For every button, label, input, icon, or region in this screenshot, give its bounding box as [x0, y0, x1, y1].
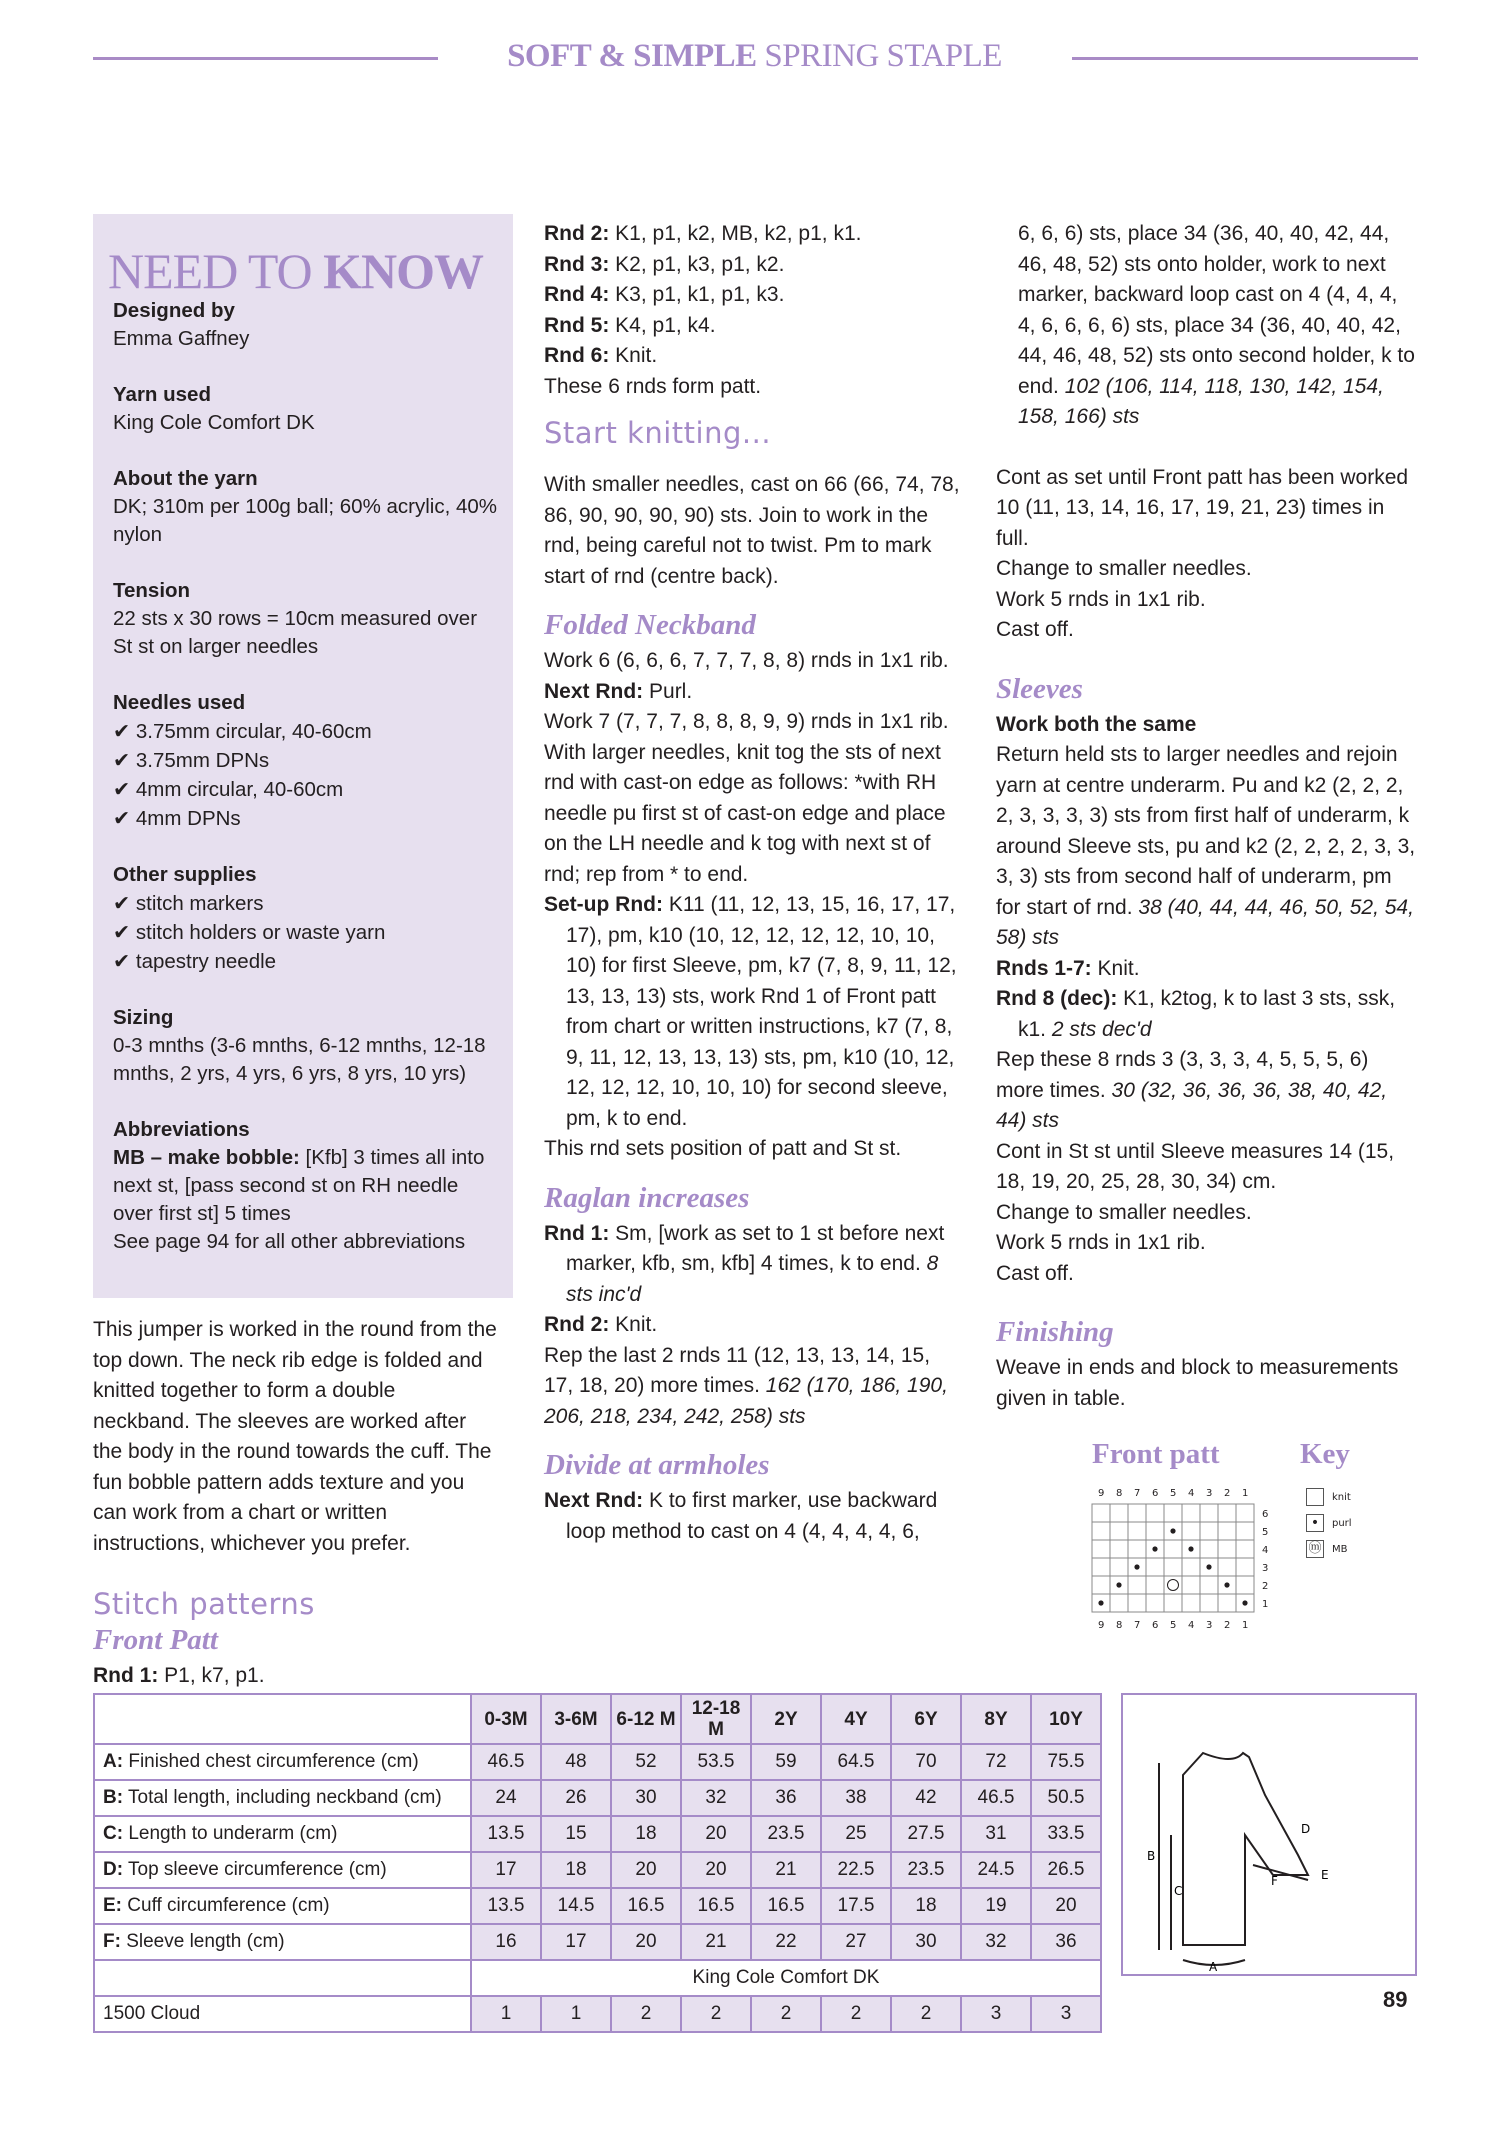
chart-cell	[1218, 1594, 1236, 1612]
chart-cell	[1146, 1576, 1164, 1594]
cast-on-instructions: With smaller needles, cast on 66 (66, 74, 78, 86, 90, 90, 90, 90) sts. Join to work in the rnd, being careful not to twist. Pm to mark start of rnd (centre back).	[544, 473, 960, 588]
chart-cell	[1092, 1504, 1110, 1522]
rnd-4: Rnd 4: K3, p1, k1, p1, k3.	[544, 283, 785, 306]
form-patt: These 6 rnds form patt.	[544, 374, 762, 398]
chart-cell	[1236, 1522, 1254, 1540]
purl-stitch	[1206, 1564, 1211, 1569]
sleeve-length: Cont in St st until Sleeve measures 14 (15, 18, 19, 20, 25, 28, 30, 34) cm.	[996, 1139, 1395, 1193]
table-cell: 13.5	[471, 1816, 541, 1852]
table-cell: 17	[541, 1924, 611, 1960]
needle-item: ✔ 3.75mm circular, 40-60cm	[113, 719, 372, 743]
sets-position: This rnd sets position of patt and St st.	[544, 1137, 902, 1160]
table-cell: 23.5	[891, 1852, 961, 1888]
designer: Emma Gaffney	[113, 327, 250, 350]
table-row	[94, 1852, 1101, 1888]
rnd-3: Rnd 3: K2, p1, k3, p1, k2.	[544, 252, 785, 276]
chart-col-label: 9	[1098, 1620, 1105, 1631]
size-header: 6-12 M	[611, 1694, 681, 1744]
table-cell: 25	[821, 1816, 891, 1852]
chart-cell	[1110, 1594, 1128, 1612]
rib-rnds: Work 5 rnds in 1x1 rib.	[996, 587, 1206, 611]
cast-off: Cast off.	[996, 618, 1074, 641]
rnd-6: Rnd 6: Knit.	[544, 344, 658, 367]
continue-front: Cont as set until Front patt has been worked 10 (11, 13, 14, 16, 17, 19, 21, 23) times in full.	[996, 465, 1409, 550]
chart-col-label: 2	[1224, 1488, 1231, 1499]
table-cell: 2	[891, 1996, 961, 2032]
chart-cell	[1218, 1558, 1236, 1576]
chart-cell	[1236, 1558, 1254, 1576]
size-header: 3-6M	[541, 1694, 611, 1744]
table-row	[94, 1888, 1101, 1924]
table-cell: 27.5	[891, 1816, 961, 1852]
table-cell: 33.5	[1031, 1816, 1101, 1852]
tension-heading: Tension	[113, 579, 191, 602]
yarn-heading: Yarn used	[113, 383, 211, 406]
table-cell: 24.5	[961, 1852, 1031, 1888]
sleeve-repeat: Rep these 8 rnds 3 (3, 3, 3, 4, 5, 5, 5, 6) more times. 30 (32, 36, 36, 36, 38, 40, 42, 44) sts	[996, 1048, 1388, 1132]
rnd-2: Rnd 2: K1, p1, k2, MB, k2, p1, k1.	[544, 222, 862, 245]
key-item-knit: knit	[1306, 1488, 1352, 1506]
yarn-row	[94, 1960, 1101, 1996]
chart-col-label: 6	[1152, 1488, 1159, 1499]
sleeve-pickup: Return held sts to larger needles and rejoin yarn at centre underarm. Pu and k2 (2, 2, 2, 2, 3, 3, 3, 3) sts from first half of underarm, k around Sleeve sts, pu and k2 (2, 2, 2, 2, 3, 3, 3, 3) sts from second half of underarm, pm for start of rnd. 38 (40, 44, 44, 46, 50, 52, 54, 58) sts	[996, 743, 1416, 949]
table-cell: 20	[681, 1852, 751, 1888]
chart-cell	[1092, 1540, 1110, 1558]
table-cell: 3	[1031, 1996, 1101, 2032]
chart-cell	[1092, 1522, 1110, 1540]
table-cell: 23.5	[751, 1816, 821, 1852]
chart-cell	[1110, 1540, 1128, 1558]
table-cell: 17.5	[821, 1888, 891, 1924]
key-title: Key	[1300, 1438, 1350, 1470]
chart-cell	[1236, 1540, 1254, 1558]
table-cell: 26	[541, 1780, 611, 1816]
sleeve-change-needles: Change to smaller needles.	[996, 1200, 1252, 1224]
table-cell: 3	[961, 1996, 1031, 2032]
table-cell: 32	[681, 1780, 751, 1816]
chart-cell	[1164, 1594, 1182, 1612]
finishing-text: Weave in ends and block to measurements given in table.	[996, 1356, 1399, 1410]
supply-item: ✔ tapestry needle	[113, 949, 277, 973]
chart-cell	[1128, 1594, 1146, 1612]
column-3-text	[996, 219, 1416, 1414]
table-cell: 22	[751, 1924, 821, 1960]
yarn-name: King Cole Comfort DK	[471, 1960, 1101, 1996]
size-header: 2Y	[751, 1694, 821, 1744]
bobble-stitch	[1168, 1580, 1179, 1591]
divide-heading: Divide at armholes	[544, 1449, 770, 1481]
table-cell: 64.5	[821, 1744, 891, 1780]
chart-col-label: 1	[1242, 1620, 1249, 1631]
chart-col-label: 7	[1134, 1488, 1141, 1499]
size-header: 0-3M	[471, 1694, 541, 1744]
chart-cell	[1236, 1576, 1254, 1594]
table-cell: 20	[611, 1924, 681, 1960]
chart-cell	[1182, 1594, 1200, 1612]
start-knitting-heading: Start knitting...	[544, 416, 772, 450]
supplies-heading: Other supplies	[113, 863, 257, 886]
colour-label: 1500 Cloud	[94, 1996, 471, 2032]
row-label: D: Top sleeve circumference (cm)	[94, 1852, 471, 1888]
table-cell: 2	[611, 1996, 681, 2032]
table-cell: 42	[891, 1780, 961, 1816]
table-cell: 21	[751, 1852, 821, 1888]
table-cell: 18	[891, 1888, 961, 1924]
raglan-heading: Raglan increases	[544, 1181, 750, 1214]
row-label: A: Finished chest circumference (cm)	[94, 1744, 471, 1780]
column-1-text	[93, 1315, 498, 1692]
chart-cell	[1182, 1504, 1200, 1522]
chart-col-label: 5	[1170, 1488, 1177, 1499]
table-cell: 16	[471, 1924, 541, 1960]
chart-cell	[1128, 1504, 1146, 1522]
chart-col-label: 7	[1134, 1620, 1141, 1631]
table-header-row	[94, 1694, 1101, 1744]
table-cell: 24	[471, 1780, 541, 1816]
chart-col-label: 3	[1206, 1620, 1213, 1631]
setup-rnd: Set-up Rnd: K11 (11, 12, 13, 15, 16, 17, 17, 17), pm, k10 (10, 12, 12, 12, 12, 10, 10, 10) for first Sleeve, pm, k7 (7, 8, 9, 11, 12, 13, 13, 13) sts, work Rnd 1 of Front patt from chart or written instructions, k7 (7, 8, 9, 11, 12, 13, 13, 13) sts, pm, k10 (10, 12, 12, 12, 12, 10, 10, 10) for second sleeve, pm, k to end.	[544, 893, 957, 1130]
chart-col-label: 8	[1116, 1620, 1123, 1631]
chart-row-label: 4	[1262, 1545, 1269, 1556]
divide-continued: 6, 6, 6) sts, place 34 (36, 40, 40, 42, 44, 46, 48, 52) sts onto holder, work to next marker, backward loop cast on 4 (4, 4, 4, 4, 6, 6, 6, 6) sts, place 34 (36, 40, 40, 42, 44, 46, 48, 52) sts onto second holder, k to end. 102 (106, 114, 118, 130, 142, 154, 158, 166) sts	[1018, 222, 1415, 428]
chart-col-label: 8	[1116, 1488, 1123, 1499]
about-yarn: DK; 310m per 100g ball; 60% acrylic, 40% nylon	[113, 495, 498, 546]
purl-stitch	[1098, 1600, 1103, 1605]
need-to-know-box	[93, 214, 513, 1298]
chart-cell	[1218, 1504, 1236, 1522]
table-cell: 20	[681, 1816, 751, 1852]
sleeve-cast-off: Cast off.	[996, 1261, 1074, 1285]
label-a: A	[1209, 1960, 1218, 1974]
table-row	[94, 1924, 1101, 1960]
table-cell: 59	[751, 1744, 821, 1780]
table-cell: 70	[891, 1744, 961, 1780]
row-label: B: Total length, including neckband (cm)	[94, 1780, 471, 1816]
table-cell: 75.5	[1031, 1744, 1101, 1780]
table-cell: 50.5	[1031, 1780, 1101, 1816]
sleeve-rnd-8: Rnd 8 (dec): K1, k2tog, k to last 3 sts, ssk, k1. 2 sts dec'd	[996, 987, 1396, 1041]
row-label: F: Sleeve length (cm)	[94, 1924, 471, 1960]
chart-cell	[1218, 1522, 1236, 1540]
table-cell: 14.5	[541, 1888, 611, 1924]
chart-cell	[1092, 1558, 1110, 1576]
chart-col-label: 5	[1170, 1620, 1177, 1631]
label-f: F	[1271, 1874, 1278, 1888]
table-cell: 13.5	[471, 1888, 541, 1924]
chart-row-label: 5	[1262, 1527, 1269, 1538]
next-rnd: Next Rnd: Purl.	[544, 679, 693, 703]
table-cell: 72	[961, 1744, 1031, 1780]
chart-cell	[1164, 1504, 1182, 1522]
size-header: 8Y	[961, 1694, 1031, 1744]
page-header: SOFT & SIMPLE SPRING STAPLE	[507, 38, 1002, 74]
chart-col-label: 9	[1098, 1488, 1105, 1499]
chart-cell	[1146, 1522, 1164, 1540]
table-row	[94, 1780, 1101, 1816]
table-cell: 1	[471, 1996, 541, 2032]
table-cell: 21	[681, 1924, 751, 1960]
needle-item: ✔ 3.75mm DPNs	[113, 748, 270, 772]
sizing: 0-3 mnths (3-6 mnths, 6-12 mnths, 12-18 mnths, 2 yrs, 4 yrs, 6 yrs, 8 yrs, 10 yrs)	[113, 1034, 486, 1085]
size-header: 12-18 M	[681, 1694, 751, 1744]
neckband-3: With larger needles, knit tog the sts of next rnd with cast-on edge as follows: *with RH needle pu first st of cast-on edge and place on the LH needle and k tog with next st of rnd; rep from * to end.	[544, 740, 946, 886]
folded-neckband-heading: Folded Neckband	[544, 609, 756, 641]
sizing-heading: Sizing	[113, 1006, 174, 1029]
chart-cell	[1200, 1504, 1218, 1522]
rnd-5: Rnd 5: K4, p1, k4.	[544, 313, 716, 337]
intro-paragraph: This jumper is worked in the round from the top down. The neck rib edge is folded and knitted together to form a double neckband. The sleeves are worked after the body in the round towards the cuff. The fun bobble pattern adds texture and you can work from a chart or written instructions, whichever you prefer.	[93, 1318, 497, 1555]
size-header: 10Y	[1031, 1694, 1101, 1744]
purl-stitch	[1152, 1546, 1157, 1551]
chart-col-label: 3	[1206, 1488, 1213, 1499]
page-number: 89	[1383, 1987, 1408, 2012]
table-cell: 15	[541, 1816, 611, 1852]
table-cell: 53.5	[681, 1744, 751, 1780]
colour-row	[94, 1996, 1101, 2032]
table-cell: 1	[541, 1996, 611, 2032]
change-needles: Change to smaller needles.	[996, 557, 1252, 580]
label-e: E	[1321, 1868, 1329, 1882]
needle-item: ✔ 4mm circular, 40-60cm	[113, 777, 344, 801]
row-label: C: Length to underarm (cm)	[94, 1816, 471, 1852]
table-cell: 46.5	[961, 1780, 1031, 1816]
sleeve-rib: Work 5 rnds in 1x1 rib.	[996, 1231, 1206, 1254]
table-cell: 18	[611, 1816, 681, 1852]
table-cell: 19	[961, 1888, 1031, 1924]
table-cell: 30	[611, 1780, 681, 1816]
table-cell: 46.5	[471, 1744, 541, 1780]
divide-next-rnd: Next Rnd: K to first marker, use backward loop method to cast on 4 (4, 4, 4, 4, 6,	[544, 1489, 938, 1543]
needles-heading: Needles used	[113, 691, 246, 714]
purl-stitch	[1242, 1600, 1247, 1605]
abbreviation-see: See page 94 for all other abbreviations	[113, 1230, 466, 1253]
raglan-rnd-1: Rnd 1: Sm, [work as set to 1 st before next marker, kfb, sm, kfb] 4 times, k to end. 8 sts inc'd	[544, 1221, 945, 1306]
table-cell: 16.5	[681, 1888, 751, 1924]
table-row	[94, 1816, 1101, 1852]
label-b: B	[1147, 1849, 1156, 1863]
table-cell: 36	[1031, 1924, 1101, 1960]
needle-item: ✔ 4mm DPNs	[113, 806, 241, 830]
neckband-2: Work 7 (7, 7, 7, 8, 8, 8, 9, 9) rnds in 1x1 rib.	[544, 710, 949, 733]
table-cell: 2	[821, 1996, 891, 2032]
raglan-repeat: Rep the last 2 rnds 11 (12, 13, 13, 14, 15, 17, 18, 20) more times. 162 (170, 186, 190, 206, 218, 234, 242, 258) sts	[544, 1343, 948, 1428]
chart-row-label: 3	[1262, 1563, 1269, 1574]
table-cell: 52	[611, 1744, 681, 1780]
table-cell: 16.5	[751, 1888, 821, 1924]
chart-key	[1300, 1438, 1352, 1556]
table-cell: 38	[821, 1780, 891, 1816]
table-cell: 20	[1031, 1888, 1101, 1924]
garment-diagram	[1121, 1693, 1417, 1976]
chart-cell	[1146, 1558, 1164, 1576]
raglan-rnd-2: Rnd 2: Knit.	[544, 1313, 658, 1336]
chart-cell	[1110, 1504, 1128, 1522]
table-cell: 20	[611, 1852, 681, 1888]
table-cell: 32	[961, 1924, 1031, 1960]
chart-cell	[1236, 1504, 1254, 1522]
need-to-know-title: NEED TO KNOW	[108, 243, 484, 299]
chart-cell	[1092, 1576, 1110, 1594]
table-cell: 2	[751, 1996, 821, 2032]
abbreviation-mb: MB – make bobble: [Kfb] 3 times all into next st, [pass second st on RH needle over first st] 5 times	[113, 1146, 485, 1225]
chart-row-label: 2	[1262, 1581, 1269, 1592]
finishing-heading: Finishing	[996, 1316, 1114, 1348]
chart-cell	[1182, 1576, 1200, 1594]
chart-cell	[1218, 1540, 1236, 1558]
chart-cell	[1200, 1540, 1218, 1558]
table-cell: 36	[751, 1780, 821, 1816]
chart-cell	[1182, 1558, 1200, 1576]
stitch-patterns-heading: Stitch patterns	[93, 1587, 315, 1621]
chart-cell	[1200, 1576, 1218, 1594]
chart-cell	[1128, 1522, 1146, 1540]
sleeves-heading: Sleeves	[996, 672, 1083, 705]
chart-cell	[1200, 1522, 1218, 1540]
label-c: C	[1174, 1884, 1183, 1898]
chart-cell	[1128, 1540, 1146, 1558]
table-cell: 17	[471, 1852, 541, 1888]
chart-col-label: 1	[1242, 1488, 1249, 1499]
purl-stitch	[1116, 1582, 1121, 1587]
chart-col-label: 6	[1152, 1620, 1159, 1631]
chart-cell	[1164, 1540, 1182, 1558]
purl-stitch	[1134, 1564, 1139, 1569]
chart-col-label: 4	[1188, 1488, 1195, 1499]
designed-by-heading: Designed by	[113, 299, 235, 322]
supply-item: ✔ stitch holders or waste yarn	[113, 920, 386, 944]
measurements-table	[93, 1693, 1102, 2033]
chart-col-label: 4	[1188, 1620, 1195, 1631]
size-header: 4Y	[821, 1694, 891, 1744]
neckband-1: Work 6 (6, 6, 6, 7, 7, 7, 8, 8) rnds in 1x1 rib.	[544, 649, 949, 672]
chart-cell	[1200, 1594, 1218, 1612]
purl-stitch	[1188, 1546, 1193, 1551]
about-yarn-heading: About the yarn	[113, 467, 258, 490]
table-cell: 2	[681, 1996, 751, 2032]
sleeve-rnds-1-7: Rnds 1-7: Knit.	[996, 956, 1140, 980]
abbreviations-heading: Abbreviations	[113, 1118, 250, 1141]
table-cell: 27	[821, 1924, 891, 1960]
work-both-same: Work both the same	[996, 712, 1197, 736]
chart-row-label: 1	[1262, 1599, 1269, 1610]
table-cell: 22.5	[821, 1852, 891, 1888]
key-item-purl: • purl	[1306, 1514, 1352, 1532]
table-row	[94, 1744, 1101, 1780]
row-label: E: Cuff circumference (cm)	[94, 1888, 471, 1924]
chart-cell	[1146, 1504, 1164, 1522]
chart-cell	[1182, 1522, 1200, 1540]
table-cell: 48	[541, 1744, 611, 1780]
table-cell: 18	[541, 1852, 611, 1888]
chart-title: Front patt	[1092, 1438, 1220, 1470]
chart-cell	[1146, 1594, 1164, 1612]
chart-grid	[1080, 1482, 1295, 1697]
front-patt-heading: Front Patt	[93, 1624, 218, 1656]
chart-col-label: 2	[1224, 1620, 1231, 1631]
supply-item: ✔ stitch markers	[113, 891, 264, 915]
chart-cell	[1128, 1576, 1146, 1594]
label-d: D	[1301, 1822, 1311, 1836]
table-cell: 26.5	[1031, 1852, 1101, 1888]
chart-row-label: 6	[1262, 1509, 1269, 1520]
column-2-text	[544, 219, 964, 1547]
purl-stitch	[1170, 1528, 1175, 1533]
chart-cell	[1164, 1558, 1182, 1576]
table-cell: 16.5	[611, 1888, 681, 1924]
tension: 22 sts x 30 rows = 10cm measured over St st on larger needles	[113, 607, 478, 658]
rnd-1: Rnd 1: P1, k7, p1.	[93, 1664, 265, 1687]
size-header: 6Y	[891, 1694, 961, 1744]
purl-stitch	[1224, 1582, 1229, 1587]
chart-cell	[1164, 1576, 1182, 1594]
table-cell: 31	[961, 1816, 1031, 1852]
garment-schematic	[1123, 1695, 1415, 1974]
yarn: King Cole Comfort DK	[113, 411, 315, 434]
chart-cell	[1110, 1558, 1128, 1576]
chart-cell	[1110, 1522, 1128, 1540]
table-cell: 30	[891, 1924, 961, 1960]
key-item-mb: ⓜ MB	[1306, 1540, 1352, 1558]
